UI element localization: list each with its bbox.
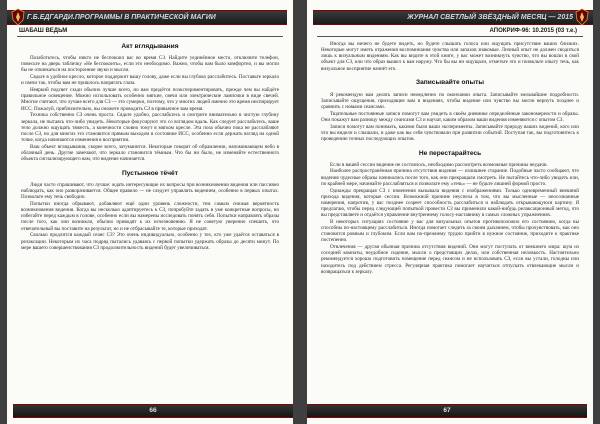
section-heading: Акт вглядывания [121, 43, 179, 50]
right-page-divider [317, 36, 583, 37]
body-paragraph: Тщательные постоянные записи помогут вам увидеть в своём дневнике определённые закономерности и образы. Они покажут вам разницу между сеансами СЗ и научат, каким образом ваши видения изменяются с опытом СЗ. [321, 110, 579, 123]
right-page-number: 67 [307, 404, 587, 418]
left-page-body [21, 41, 279, 394]
left-page-number: 66 [13, 404, 293, 418]
left-page [7, 0, 293, 424]
body-paragraph: Наиболее распространённая причина отсутствия видения — излишнее старание. Подобные часто сообщают, что видения чудесные образы начинались после того, как они прекращали смотреть. Не пытайтесь что-либо увидеть или, по крайней мере, начинайте расслабляться и позвольте ему «течь» — не будьте лишней формой просто. [321, 168, 579, 187]
right-page-header: ЖУРНАЛ СВЕТЛЫЙ ЗВЁЗДНЫЙ МЕСЯЦ — 2015 [313, 10, 593, 25]
body-paragraph: Сколько продлится каждый сеанс СЗ? Это очень индивидуально, особенно у тех, кто уже удаётся оставаться в релаксации. Некоторым их часа подряд пытались удаваясь с первой попытки удержать образы до десяти минут. По мере вашего совершенствования СЗ продолжительность видений будет увеличиваться. [21, 232, 279, 251]
left-page-header: Г.Б.ЕДГАРДИ.ПРОГРАММЫ В ПРАКТИЧЕСКОЙ МАГИИ [7, 10, 287, 25]
body-paragraph: Техника собственно СЗ очень проста. Сядьте удобно, расслабьтесь и смотрите внимательно в чистую глубину зеркала, не пытаясь что-либо увидеть. Некоторые фокусируют это со взглядом вдаль. Как следует расслабьтесь, ваше тело должно ощущать тяжесть, а конечности словно тонут в мягком кресле. Эта поза обычно пока не расслабляют после СЗ, но для многих это становится прямым выходом в состояние ИСС, особенно если держать взгляд на одной точке, когда начинаются изменения в восприятии. [21, 112, 279, 143]
body-paragraph: Сядьте в удобное кресло, которое поддержит вашу голову, даже если вы глубоко расслабитесь. Поставьте зеркало и свечи так, чтобы вам не пришлось напрягать глаза. [21, 74, 279, 87]
section-heading: Пустынное тёчёт [122, 169, 178, 177]
body-paragraph: Я рекомендую вам делать записи немедленно по окончании опыта. Записывайте мельчайшие подробности. Записывайте ощущения, приходящие вам в видениях, чтобы видение или чувство вы могли вернуть позднее и сравнить с новыми сеансами. [321, 91, 579, 110]
body-paragraph: Попытки иногда обрывают, добавляют ещё один уровень сложности, тем самым снижая вероятность возникновения видения. Когда вы несколько адаптируетесь к СЗ, попробуйте задать в уме конкретные вопросы, но избегайте перед каждым в голове, особенно если вы намерены исследовать понять себя. Попытки направлять образы после того, как они возникли, обычно приводят к их исчезновению. Я не советую уверенно спешить, что отвечательный вы поставите на результат, но и не отбрасывайте те, которые приходят. [21, 201, 279, 232]
section-gap [21, 163, 279, 168]
body-paragraph: Однажды прекращая СЗ с изменения вызывала видения с изображениями. Только одновременный внешний прихода видения, которые сессии. Возможной причине неуспеха в том, что вы мысленные — неосознанные намерения, напротив, у вас позднее созреет способность расслабиться и наблюдать открывающуюся картину. Я предлагаю, чтобы перед следующей попыткой провести СЗ вы применили какой-нибудь релаксационный метод, что вы представляете и отдаётся управление внутреннему голосу-наставнику в самых сложных упражнениях. [321, 187, 579, 219]
body-paragraph: Ваш объект вглядывания, скорее всего, затуманится. Некоторые говорят об обрамлении, напоминающем небо в облачный день. Другие замечают, что зеркало становится тёмным. Что бы ни было, не изменяйте естественного объекта сигнализирующего вам, что видение начинается. [21, 143, 279, 163]
body-paragraph: Люди часто спрашивают, что лучше: ждать интересующие их вопросы при возникновении видения или пассивно наблюдать, как оно разворачивается. Общее правило — не следует управлять видением, особенно в первых опытах. Позвольте ему течь свободно. [21, 181, 279, 201]
section-heading: Записывайте опыты [415, 79, 485, 87]
section-gap [321, 143, 579, 148]
right-page [307, 0, 593, 424]
emblem-icon [11, 8, 25, 26]
section-heading: Не перестарайтесь [418, 149, 482, 157]
body-paragraph: Отвлечения — другая обычная причина отсутствия видений. Они могут поступать от внешнего мира: шум из соседней комнаты, неудобное сидение, мысли о предстоящих делах, или собственная неловкость. Настоятельно рекомендуется хорошо подготовить помещение перед сеансом и не использовать СЗ, если вы устали, голодны или находитесь под действием стресса. Регулярная практика помогает научиться отпускать отвлекающие мысли и возвращаться к зеркалу. [321, 244, 579, 275]
section-gap [321, 72, 579, 77]
body-paragraph: Иногда вы ничего не будете видеть, но будете слышать голоса или ощущать присутствие ваших близких. Некоторые могут иметь отражения воспоминания чувства или запахов знакомые. Личный опыт не должен сводиться лишь к визуальным видениям. Как вы видите в этой книге, у вас может возникнуть чувство, что вы вошли в свой объект для СЗ, или что образ вышел к вам наружу. Что бы вы ни ощущали, отметьте это и позвольте опыту течь, как визуальное восприятие начнёт его. [321, 41, 579, 72]
body-paragraph: Если в вашей сессии видение не состоялось, необходимо рассмотреть возможные причины неудачи. [330, 161, 548, 168]
right-page-body [321, 41, 579, 394]
left-page-divider [17, 36, 283, 37]
left-page-subheader: ШАБАШ ВЕДЬМ [19, 28, 68, 34]
right-page-subheader: АПОКРИФ-96: 10.2015 (03 т.е.) [489, 28, 577, 34]
body-paragraph: Записи помогут вам понимать, какими были ваши эксперименты. Записывайте природу ваших видений, кого или что вы видели и слышали, и даже как вы себя чувствовали при развитии событий. Поступая так, вы подготовитесь к проведению точных последующих опытов. [321, 123, 579, 142]
emblem-icon [575, 8, 589, 26]
body-paragraph: Неяркий подсвет сзади обычно лучше всего, но вам придётся поэкспериментировать, прежде чем вы найдёте правильное освещение. Можно использовать особенно мягкие, свечи или электрические лампочки в виде свечей. Многие считают, что лучше всего для СЗ — это сумерки, поэтому, что у многих людей именно это время инспирирует ИСС. Пожалуй, приблизительно, вы сможете проводить СЗ в привычное вам время. [21, 87, 279, 112]
body-paragraph: Позаботьтесь, чтобы никто не беспокоил вас во время СЗ. Найдите уединённое место, отключите телефон, повесьте на дверь табличку «Не беспокоить», если это необходимо. Важно, чтобы вам было комфортно, и вы могли бы не отвлекаться на посторонние звуки и мысли. [21, 55, 279, 74]
body-paragraph: В некоторых ситуациях состояние у вас для визуальных опытов противоположно его состоянию, когда вы способны по-настоящему расслабиться. Иногда помогает следить за своим дыханием, чтобы прочувствовать, как оно становится ровным и глубоким. Если вам по-прежнему трудно прийти в нужное состояние, приходите к практике постепенно. [321, 218, 579, 244]
